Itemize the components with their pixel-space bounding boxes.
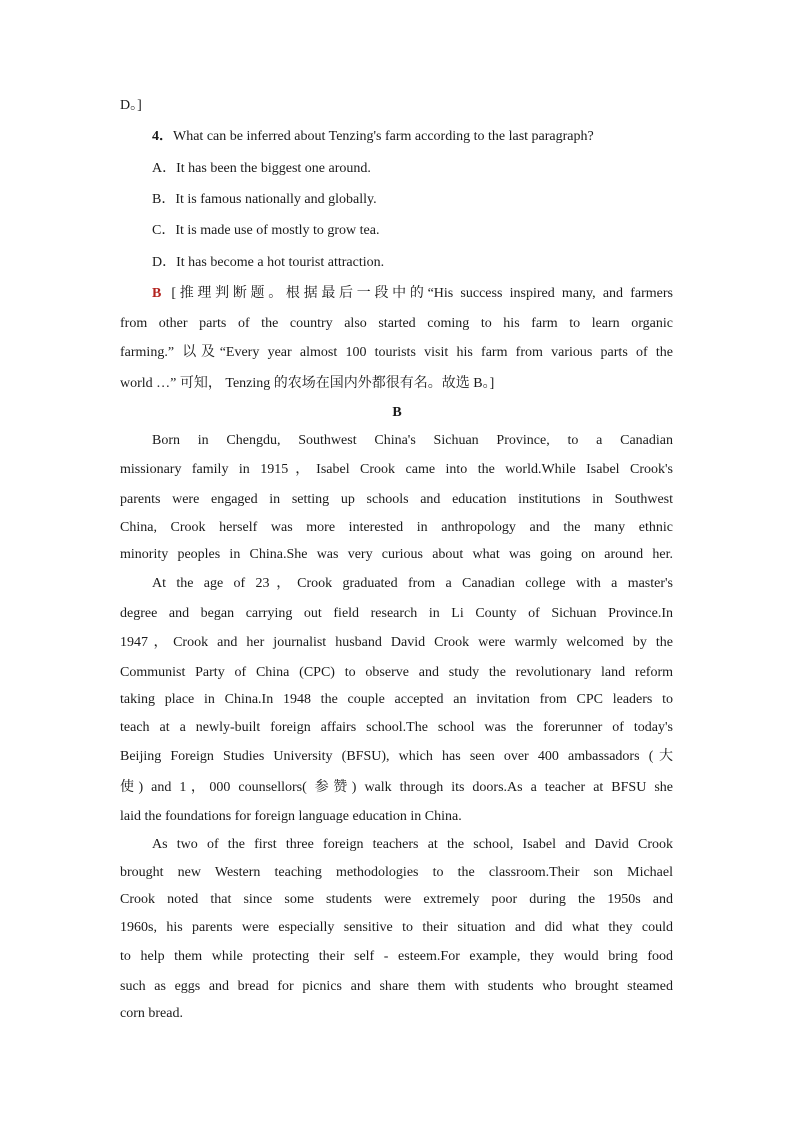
passage-line: 1947，Crook and her journalist husband David Crook were warmly welcomed by the	[120, 635, 673, 650]
passage-line: laid the foundations for foreign language education in China.	[120, 809, 462, 824]
option-c: C．It is made use of mostly to grow tea.	[152, 223, 380, 238]
section-title: B	[392, 405, 402, 420]
passage-line: Born in Chengdu, Southwest China's Sichuan Province, to a Canadian	[152, 433, 673, 448]
passage-line: to help them while protecting their self - esteem.For example, they would bring food	[120, 949, 673, 964]
answer-label: B	[152, 286, 162, 301]
passage-line: degree and began carrying out field research in Li County of Sichuan Province.In	[120, 606, 673, 621]
passage-line: missionary family in 1915，Isabel Crook came into the world.While Isabel Crook's	[120, 462, 673, 477]
explanation-line-2: from other parts of the country also started coming to his farm to learn organic	[120, 316, 673, 331]
passage-line: parents were engaged in setting up schools and education institutions in Southwest	[120, 492, 673, 507]
passage-line: China, Crook herself was more interested in anthropology and the many ethnic	[120, 520, 673, 535]
option-d: D．It has become a hot tourist attraction.	[152, 255, 385, 270]
passage-line: teach at a newly-built foreign affairs school.The school was the forerunner of today's	[120, 720, 673, 735]
passage-line: corn bread.	[120, 1006, 183, 1021]
passage-line: As two of the first three foreign teachers at the school, Isabel and David Crook	[152, 837, 673, 852]
explanation-text: [推理判断题。根据最后一段中的“His success inspired many, and farmers	[171, 286, 673, 301]
explanation-line-1	[152, 285, 673, 303]
passage-line: At the age of 23，Crook graduated from a Canadian college with a master's	[152, 576, 673, 591]
passage-line: 1960s, his parents were especially sensitive to their situation and did what they could	[120, 920, 673, 935]
passage-line: Crook noted that since some students were extremely poor during the 1950s and	[120, 892, 673, 907]
passage-line: minority peoples in China.She was very curious about what was going on around her.	[120, 547, 673, 562]
explanation-line-4: world …” 可知， Tenzing 的农场在国内外都很有名。故选 B。]	[120, 376, 495, 391]
passage-line: brought new Western teaching methodologies to the classroom.Their son Michael	[120, 865, 673, 880]
passage-line: 使) and 1，000 counsellors( 参赞) walk through its doors.As a teacher at BFSU she	[120, 780, 673, 795]
option-b: B．It is famous nationally and globally.	[152, 192, 377, 207]
previous-explanation-end: D。]	[120, 98, 142, 113]
option-a: A．It has been the biggest one around.	[152, 161, 371, 176]
passage-line: Communist Party of China (CPC) to observe and study the revolutionary land reform	[120, 665, 673, 680]
question-number: 4．	[152, 129, 173, 144]
passage-line: such as eggs and bread for picnics and share them with students who brought steamed	[120, 979, 673, 994]
passage-line: Beijing Foreign Studies University (BFSU), which has seen over 400 ambassadors (大	[120, 749, 673, 764]
passage-line: taking place in China.In 1948 the couple accepted an invitation from CPC leaders to	[120, 692, 673, 707]
explanation-line-3: farming.” 以及“Every year almost 100 tourists visit his farm from various parts of the	[120, 345, 673, 360]
question-stem-text: What can be inferred about Tenzing's farm according to the last paragraph?	[173, 129, 594, 144]
question-4-stem	[152, 128, 673, 146]
